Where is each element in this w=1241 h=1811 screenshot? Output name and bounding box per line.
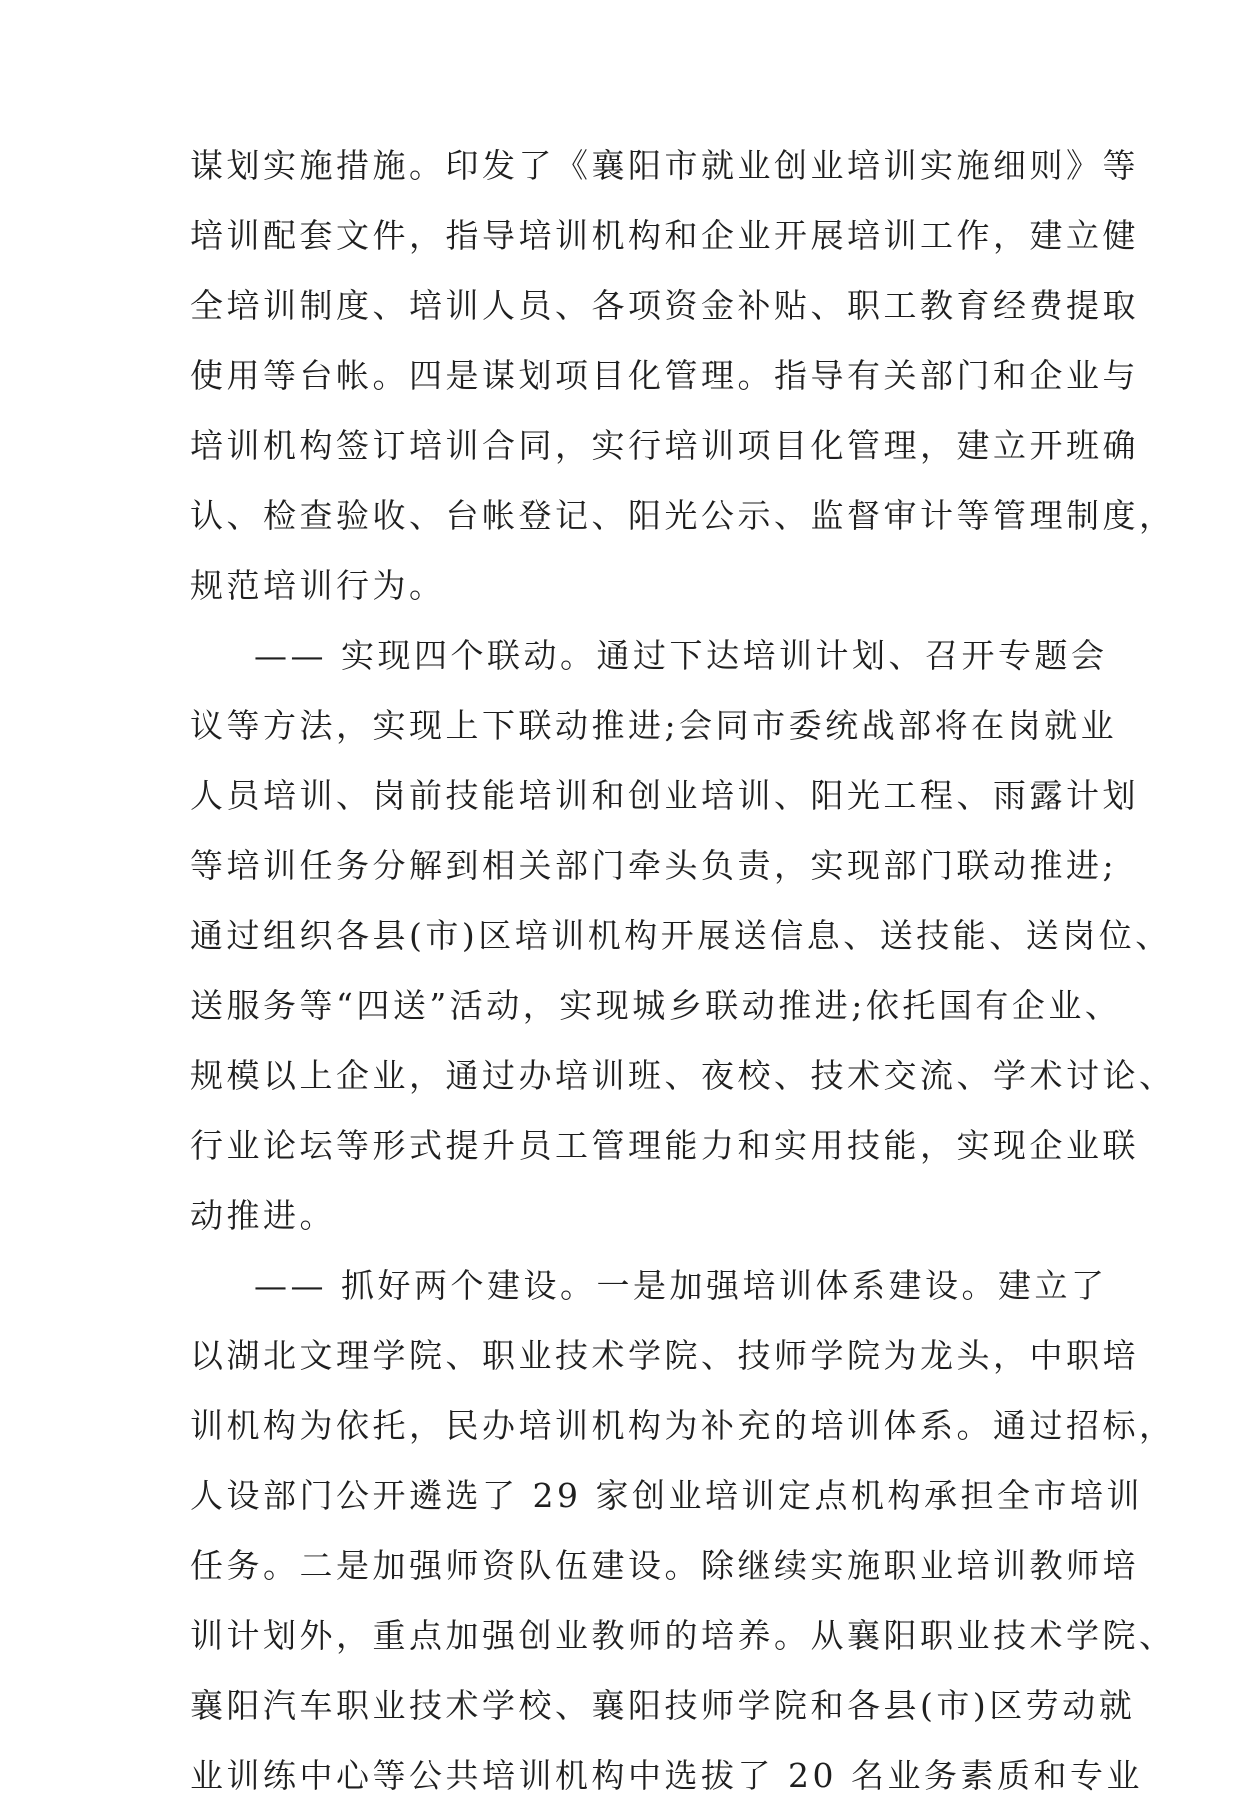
text-line: 任务。二是加强师资队伍建设。除继续实施职业培训教师培 <box>190 1546 1139 1585</box>
paragraph-start-line: —— 实现四个联动。通过下达培训计划、召开专题会 <box>254 636 1108 675</box>
text-line: 送服务等“四送”活动，实现城乡联动推进;依托国有企业、 <box>190 986 1122 1025</box>
text-line: 培训配套文件，指导培训机构和企业开展培训工作，建立健 <box>190 216 1139 255</box>
text-line: 动推进。 <box>190 1196 336 1235</box>
text-line: 以湖北文理学院、职业技术学院、技师学院为龙头，中职培 <box>190 1336 1139 1375</box>
text-line: 等培训任务分解到相关部门牵头负责，实现部门联动推进; <box>190 846 1118 885</box>
text-line: 规范培训行为。 <box>190 566 446 605</box>
text-line: 人员培训、岗前技能培训和创业培训、阳光工程、雨露计划 <box>190 776 1139 815</box>
text-line: 襄阳汽车职业技术学校、襄阳技师学院和各县(市)区劳动就 <box>190 1686 1136 1725</box>
text-line: 规模以上企业，通过办培训班、夜校、技术交流、学术讨论、 <box>190 1056 1176 1095</box>
text-line: 训计划外，重点加强创业教师的培养。从襄阳职业技术学院、 <box>190 1616 1176 1655</box>
text-line: 人设部门公开遴选了 29 家创业培训定点机构承担全市培训 <box>190 1476 1143 1515</box>
text-line: 行业论坛等形式提升员工管理能力和实用技能，实现企业联 <box>190 1126 1139 1165</box>
text-line: 全培训制度、培训人员、各项资金补贴、职工教育经费提取 <box>190 286 1139 325</box>
text-line: 认、检查验收、台帐登记、阳光公示、监督审计等管理制度， <box>190 496 1176 535</box>
paragraph-start-line: —— 抓好两个建设。一是加强培训体系建设。建立了 <box>254 1266 1108 1305</box>
text-line: 通过组织各县(市)区培训机构开展送信息、送技能、送岗位、 <box>190 916 1172 955</box>
text-line: 业训练中心等公共培训机构中选拔了 20 名业务素质和专业 <box>190 1756 1143 1795</box>
text-line: 培训机构签订培训合同，实行培训项目化管理，建立开班确 <box>190 426 1139 465</box>
text-line: 训机构为依托，民办培训机构为补充的培训体系。通过招标， <box>190 1406 1176 1445</box>
text-line: 使用等台帐。四是谋划项目化管理。指导有关部门和企业与 <box>190 356 1139 395</box>
text-line: 谋划实施措施。印发了《襄阳市就业创业培训实施细则》等 <box>190 146 1139 185</box>
text-line: 议等方法，实现上下联动推进;会同市委统战部将在岗就业 <box>190 706 1118 745</box>
